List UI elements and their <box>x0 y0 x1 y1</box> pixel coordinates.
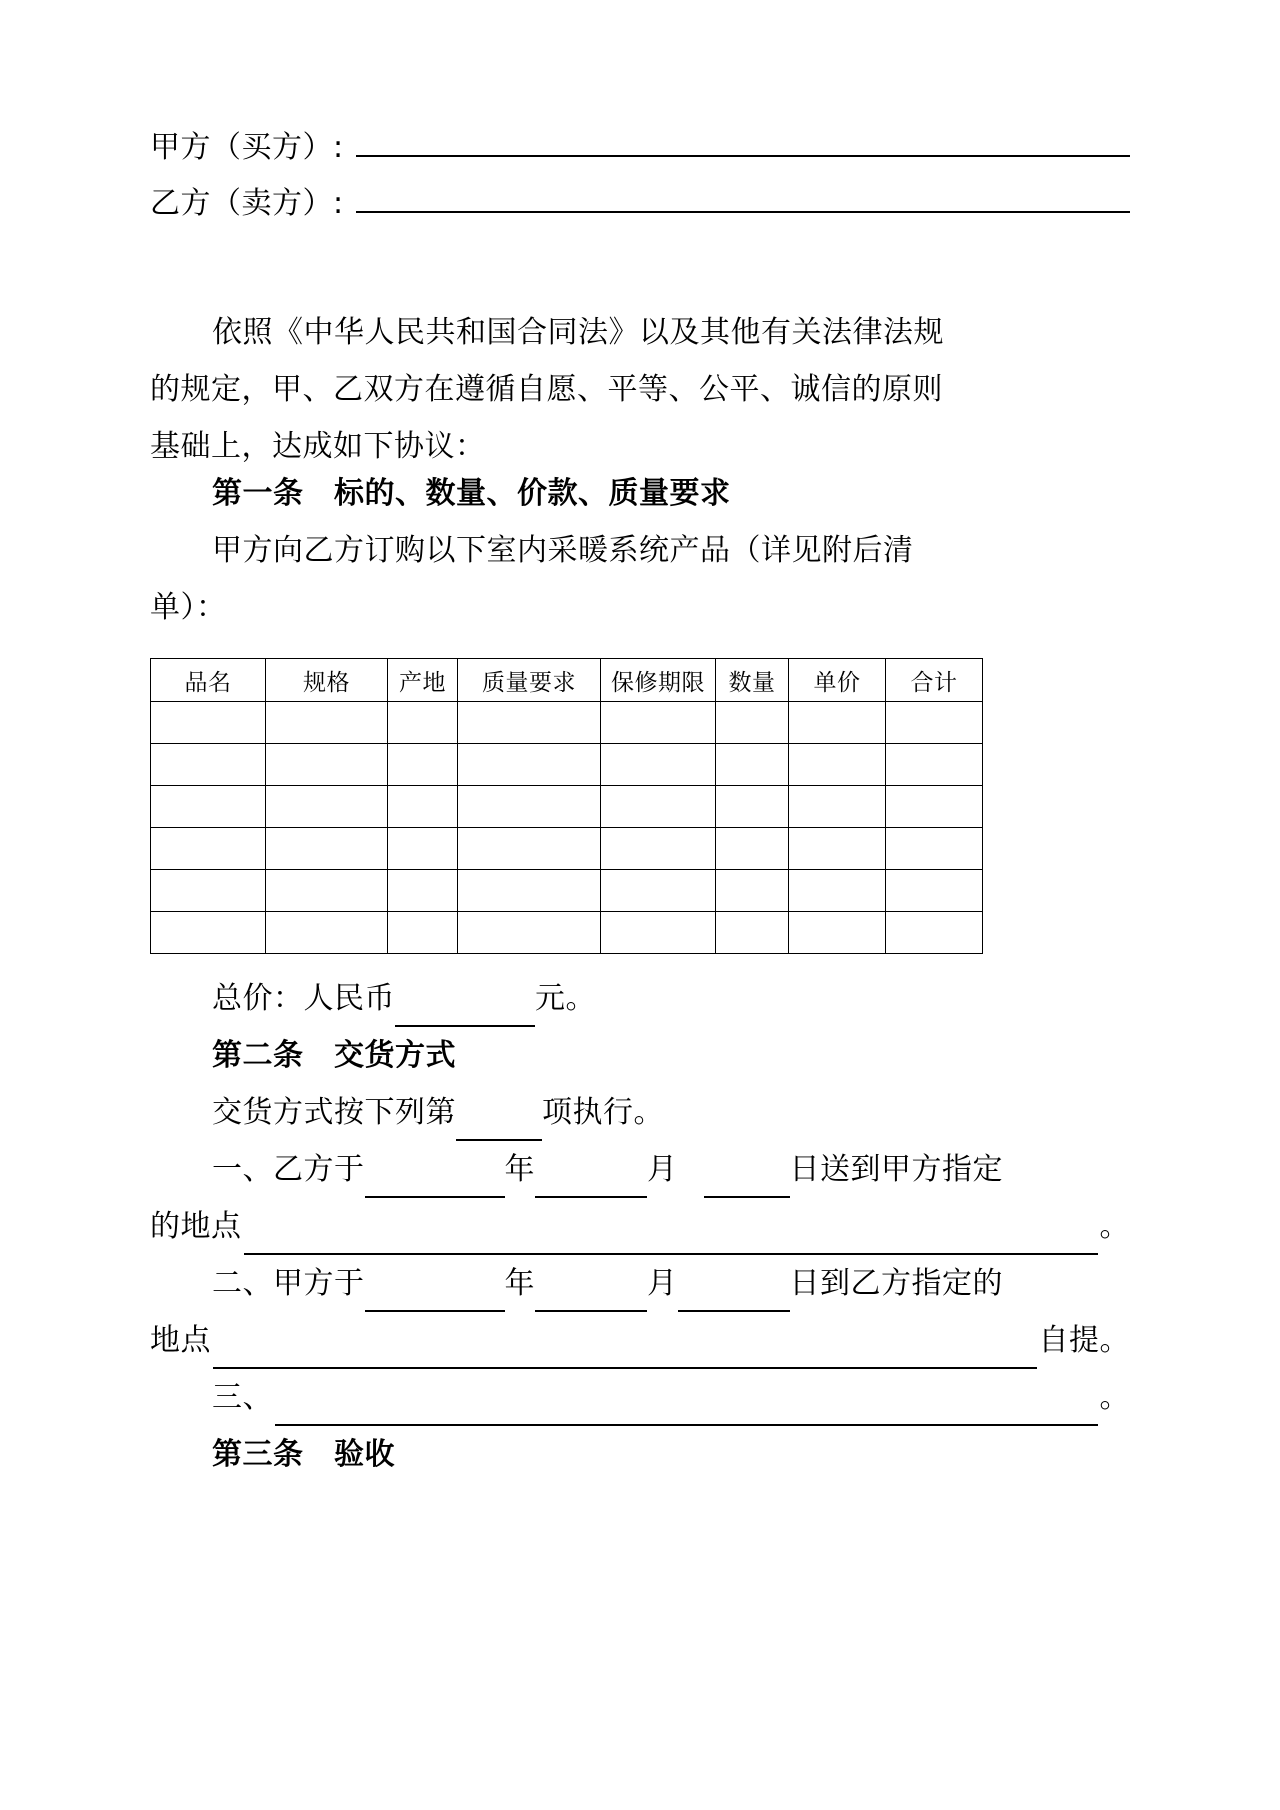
goods-table-cell[interactable] <box>601 786 716 828</box>
goods-table-cell[interactable] <box>886 744 983 786</box>
goods-table-cell[interactable] <box>601 912 716 954</box>
party-row-seller <box>150 178 1130 234</box>
goods-table-header-cell: 规格 <box>266 659 388 702</box>
preamble-block <box>150 294 1130 465</box>
goods-table-cell[interactable] <box>886 702 983 744</box>
delivery-item-2-place-suffix: 自提。 <box>1038 1323 1130 1358</box>
table-row <box>151 870 983 912</box>
goods-table-cell[interactable] <box>151 786 266 828</box>
goods-table-cell[interactable] <box>716 702 789 744</box>
goods-table-cell[interactable] <box>601 744 716 786</box>
goods-table-cell[interactable] <box>266 912 388 954</box>
goods-table-cell[interactable] <box>151 744 266 786</box>
delivery-item-2-month-input[interactable] <box>535 1310 647 1312</box>
table-row <box>151 912 983 954</box>
goods-table-cell[interactable] <box>601 828 716 870</box>
delivery-item-1-place-suffix: 。 <box>1099 1209 1130 1244</box>
goods-table-cell[interactable] <box>151 828 266 870</box>
goods-table-cell[interactable] <box>266 702 388 744</box>
total-price-row <box>150 970 1130 1027</box>
goods-table-cell[interactable] <box>458 870 601 912</box>
goods-table-cell[interactable] <box>458 702 601 744</box>
goods-table-cell[interactable] <box>266 870 388 912</box>
goods-table-cell[interactable] <box>716 870 789 912</box>
preamble-line-3 <box>150 408 1130 465</box>
goods-table-cell[interactable] <box>601 702 716 744</box>
article-1-block <box>150 465 1130 1027</box>
goods-table-cell[interactable] <box>266 744 388 786</box>
article-3-heading-row <box>150 1426 1130 1483</box>
party-row-buyer <box>150 122 1130 178</box>
goods-table-header-cell: 质量要求 <box>458 659 601 702</box>
delivery-item-1-row-a <box>150 1141 1130 1198</box>
goods-table-cell[interactable] <box>886 828 983 870</box>
delivery-item-2-row-b <box>150 1312 1130 1369</box>
goods-table-cell[interactable] <box>388 870 458 912</box>
article-1-body-2: 单）： <box>150 590 227 625</box>
preamble-text-3: 基础上，达成如下协议： <box>150 429 486 464</box>
goods-table-cell[interactable] <box>789 870 886 912</box>
delivery-item-3-row <box>150 1369 1130 1426</box>
article-2-intro-suffix: 项执行。 <box>542 1095 664 1130</box>
delivery-item-3-prefix: 三、 <box>212 1380 273 1415</box>
delivery-item-1-place-prefix: 的地点 <box>150 1209 242 1244</box>
preamble-text-1: 依照《中华人民共和国合同法》以及其他有关法律法规 <box>212 315 944 350</box>
goods-table-cell[interactable] <box>886 786 983 828</box>
goods-table-cell[interactable] <box>789 828 886 870</box>
article-1-body-1: 甲方向乙方订购以下室内采暖系统产品（详见附后清 <box>212 533 914 568</box>
goods-table-header-cell: 数量 <box>716 659 789 702</box>
goods-table-cell[interactable] <box>601 870 716 912</box>
delivery-item-2-row-a <box>150 1255 1130 1312</box>
goods-table-cell[interactable] <box>388 828 458 870</box>
goods-table-cell[interactable] <box>151 912 266 954</box>
delivery-item-1-year-input[interactable] <box>365 1196 505 1198</box>
delivery-item-1-day-input[interactable] <box>704 1196 790 1198</box>
article-1-body-row-2 <box>150 579 1130 636</box>
article-2-block <box>150 1027 1130 1426</box>
goods-table-cell[interactable] <box>151 870 266 912</box>
total-price-prefix: 总价：人民币 <box>212 981 395 1016</box>
preamble-line-1 <box>150 294 1130 351</box>
table-row <box>151 828 983 870</box>
delivery-item-1-year-label: 年 <box>504 1152 535 1187</box>
goods-table-header-cell: 保修期限 <box>601 659 716 702</box>
article-1-heading: 第一条 标的、数量、价款、质量要求 <box>212 476 731 511</box>
goods-table-header-cell: 产地 <box>388 659 458 702</box>
goods-table-header-row <box>151 659 983 702</box>
party-fill-seller[interactable] <box>356 181 1130 213</box>
delivery-item-3-suffix: 。 <box>1099 1380 1130 1415</box>
goods-table-cell[interactable] <box>266 828 388 870</box>
goods-table <box>150 658 983 954</box>
delivery-item-1-place-input[interactable] <box>244 1223 1098 1255</box>
table-row <box>151 744 983 786</box>
total-price-suffix: 元。 <box>535 981 596 1016</box>
party-label-seller: 乙方（卖方）: <box>150 186 344 221</box>
goods-table-cell[interactable] <box>789 702 886 744</box>
delivery-item-2-year-input[interactable] <box>365 1310 505 1312</box>
goods-table-cell[interactable] <box>388 744 458 786</box>
table-row <box>151 786 983 828</box>
goods-table-cell[interactable] <box>789 744 886 786</box>
goods-table-cell[interactable] <box>388 912 458 954</box>
goods-table-body <box>151 702 983 954</box>
parties-block <box>150 0 1130 234</box>
article-1-heading-row <box>150 465 1130 522</box>
goods-table-cell[interactable] <box>458 828 601 870</box>
goods-table-cell[interactable] <box>151 702 266 744</box>
delivery-item-2-place-input[interactable] <box>213 1337 1037 1369</box>
delivery-item-2-year-label: 年 <box>504 1266 535 1301</box>
preamble-line-2 <box>150 351 1130 408</box>
goods-table-cell[interactable] <box>716 744 789 786</box>
goods-table-cell[interactable] <box>789 786 886 828</box>
delivery-item-2-day-input[interactable] <box>678 1310 790 1312</box>
delivery-item-1-day-label: 日送到甲方指定 <box>789 1152 1003 1187</box>
article-3-block <box>150 1426 1130 1483</box>
goods-table-cell[interactable] <box>716 828 789 870</box>
article-2-intro-prefix: 交货方式按下列第 <box>212 1095 456 1130</box>
goods-table-cell[interactable] <box>886 912 983 954</box>
article-1-body-row-1 <box>150 522 1130 579</box>
goods-table-header-cell: 合计 <box>886 659 983 702</box>
party-fill-buyer[interactable] <box>356 125 1130 157</box>
article-2-heading-row <box>150 1027 1130 1084</box>
goods-table-header-cell: 品名 <box>151 659 266 702</box>
delivery-item-2-day-label: 日到乙方指定的 <box>789 1266 1003 1301</box>
goods-table-cell[interactable] <box>266 786 388 828</box>
delivery-item-1-row-b <box>150 1198 1130 1255</box>
delivery-item-2-prefix: 二、甲方于 <box>212 1266 365 1301</box>
table-row <box>151 702 983 744</box>
goods-table-cell[interactable] <box>886 870 983 912</box>
article-3-heading: 第三条 验收 <box>212 1437 395 1472</box>
delivery-item-1-month-label: 月 <box>647 1152 678 1187</box>
preamble-text-2: 的规定，甲、乙双方在遵循自愿、平等、公平、诚信的原则 <box>150 372 943 407</box>
goods-table-cell[interactable] <box>458 786 601 828</box>
delivery-item-2-place-prefix: 地点 <box>150 1323 211 1358</box>
goods-table-cell[interactable] <box>388 702 458 744</box>
goods-table-cell[interactable] <box>716 912 789 954</box>
goods-table-cell[interactable] <box>716 786 789 828</box>
goods-table-cell[interactable] <box>458 744 601 786</box>
goods-table-header-cell: 单价 <box>789 659 886 702</box>
article-2-intro-row <box>150 1084 1130 1141</box>
article-2-heading: 第二条 交货方式 <box>212 1038 456 1073</box>
delivery-item-2-month-label: 月 <box>647 1266 678 1301</box>
delivery-item-1-prefix: 一、乙方于 <box>212 1152 365 1187</box>
goods-table-cell[interactable] <box>388 786 458 828</box>
goods-table-cell[interactable] <box>789 912 886 954</box>
goods-table-cell[interactable] <box>458 912 601 954</box>
delivery-item-3-input[interactable] <box>275 1394 1098 1426</box>
delivery-item-1-month-input[interactable] <box>535 1196 647 1198</box>
party-label-buyer: 甲方（买方）: <box>150 130 344 165</box>
